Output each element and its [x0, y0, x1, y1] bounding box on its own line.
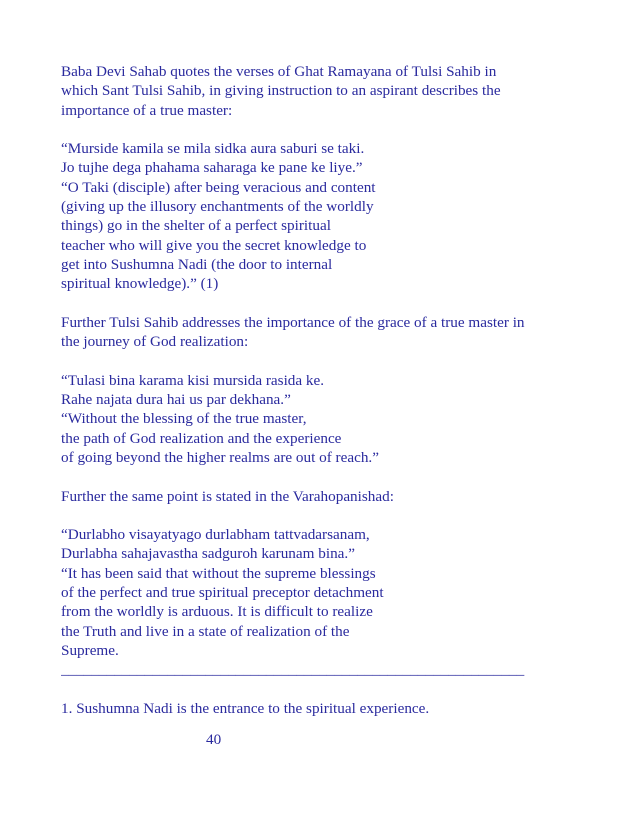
text-line: Durlabha sahajavastha sadguroh karunam bina.”: [61, 545, 355, 563]
text-line: “Durlabho visayatyago durlabham tattvadarsanam,: [61, 526, 370, 544]
text-line: (giving up the illusory enchantments of the worldly: [61, 198, 374, 216]
text-line: “Tulasi bina karama kisi mursida rasida ke.: [61, 371, 325, 389]
text-line: things) go in the shelter of a perfect spiritual: [61, 217, 331, 235]
text-line: “Murside kamila se mila sidka aura saburi se taki.: [61, 140, 365, 158]
text-line: importance of a true master:: [61, 101, 233, 119]
text-line: the path of God realization and the experience: [61, 429, 342, 447]
text-line: Further the same point is stated in the Varahopanishad:: [61, 487, 394, 505]
text-line: Baba Devi Sahab quotes the verses of Ghat Ramayana of Tulsi Sahib in: [61, 63, 497, 80]
page-number: 40: [206, 731, 222, 748]
text-line: teacher who will give you the secret knowledge to: [61, 236, 367, 254]
footnote: 1. Sushumna Nadi is the entrance to the spiritual experience.: [61, 699, 430, 717]
paragraph-gap: [61, 680, 581, 699]
text-line: the Truth and live in a state of realization of the: [61, 622, 350, 640]
paragraph-gap: [61, 120, 581, 139]
quote-murside-kamila: [61, 139, 581, 293]
page-body: [61, 62, 581, 718]
paragraph-gap: [61, 467, 581, 486]
text-line: spiritual knowledge).” (1): [61, 275, 219, 293]
text-line: Further Tulsi Sahib addresses the importance of the grace of a true master in: [61, 313, 525, 331]
text-line: get into Sushumna Nadi (the door to internal: [61, 255, 333, 273]
text-line: Jo tujhe dega phahama saharaga ke pane ke liye.”: [61, 159, 363, 177]
quote-tulasi-bina: [61, 371, 581, 467]
text-line: “Without the blessing of the true master,: [61, 410, 307, 428]
text-line: “It has been said that without the supreme blessings: [61, 564, 376, 582]
text-line: of going beyond the higher realms are out of reach.”: [61, 448, 379, 466]
quote-durlabho-visayatyago: [61, 525, 581, 660]
footnote-separator: _____________________________________________________________: [61, 661, 525, 679]
text-line: “O Taki (disciple) after being veracious and content: [61, 178, 376, 196]
text-line: which Sant Tulsi Sahib, in giving instruction to an aspirant describes the: [61, 82, 501, 100]
text-line: of the perfect and true spiritual preceptor detachment: [61, 584, 384, 602]
text-line: the journey of God realization:: [61, 333, 249, 351]
paragraph-gap: [61, 506, 581, 525]
paragraph-gap: [61, 294, 581, 313]
paragraph-gap: [61, 351, 581, 370]
text-line: Rahe najata dura hai us par dekhana.”: [61, 391, 291, 409]
intro-paragraph-ghat-ramayana: [61, 62, 581, 120]
text-line: from the worldly is arduous. It is difficult to realize: [61, 603, 373, 621]
text-line: Supreme.: [61, 641, 119, 659]
paragraph-grace-of-master: [61, 313, 581, 352]
paragraph-varahopanishad: [61, 487, 581, 506]
